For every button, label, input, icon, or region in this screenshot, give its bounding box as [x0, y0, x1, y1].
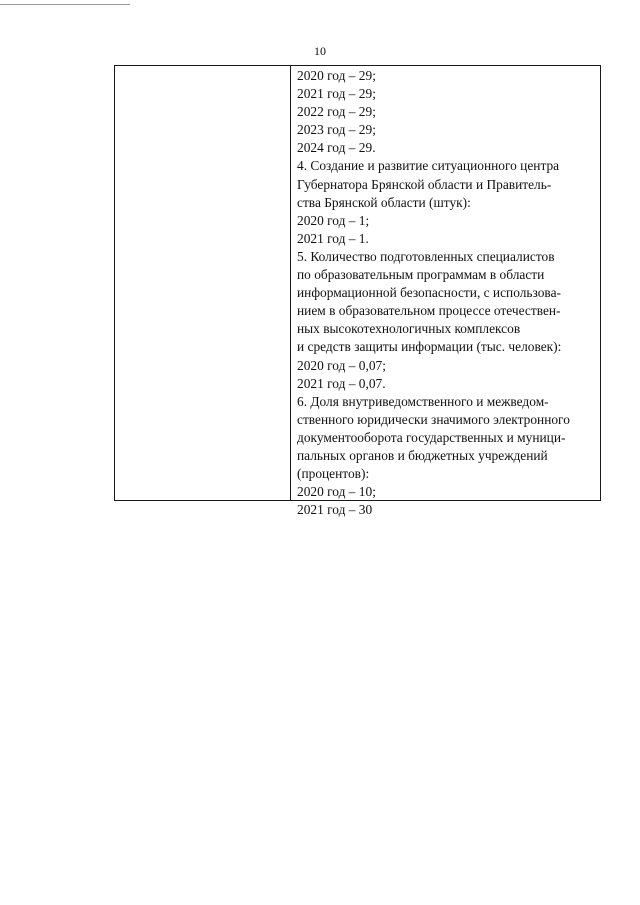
- text-line: ственного юридически значимого электронного: [297, 411, 570, 427]
- text-line: Губернатора Брянской области и Правитель-: [297, 176, 552, 192]
- document-table: [114, 65, 601, 518]
- text-line: нием в образовательном процессе отечествен-: [297, 303, 561, 319]
- text-line: 2021 год – 30: [297, 502, 373, 518]
- text-line: 2021 год – 29;: [297, 86, 376, 102]
- text-line: 2024 год – 29.: [297, 140, 376, 156]
- text-line: 2021 год – 0,07.: [297, 375, 386, 391]
- text-line: ства Брянской области (штук):: [297, 194, 471, 210]
- text-line: информационной безопасности, с использова-: [297, 285, 561, 301]
- table-left-cell: [115, 66, 291, 500]
- text-line: (процентов):: [297, 466, 370, 482]
- top-edge-rule: [0, 4, 130, 5]
- table-right-cell: [297, 67, 599, 519]
- text-line: 2022 год – 29;: [297, 104, 376, 120]
- text-line: по образовательным программам в области: [297, 267, 545, 283]
- text-line: документооборота государственных и муници-: [297, 429, 566, 445]
- text-line: ных высокотехнологичных комплексов: [297, 321, 521, 337]
- text-line: и средств защиты информации (тыс. человек):: [297, 339, 562, 355]
- text-line: 2020 год – 29;: [297, 68, 376, 83]
- text-line: 2020 год – 0,07;: [297, 357, 386, 373]
- text-line: пальных органов и бюджетных учреждений: [297, 447, 548, 463]
- text-line: 2020 год – 10;: [297, 484, 376, 500]
- text-line: 6. Доля внутриведомственного и межведом-: [297, 393, 549, 409]
- page-number: 10: [314, 44, 326, 58]
- text-line: 2020 год – 1;: [297, 212, 370, 228]
- text-line: 2023 год – 29;: [297, 122, 376, 138]
- text-line: 2021 год – 1.: [297, 230, 369, 246]
- text-line: 5. Количество подготовленных специалистов: [297, 248, 555, 264]
- text-line: 4. Создание и развитие ситуационного центра: [297, 158, 560, 174]
